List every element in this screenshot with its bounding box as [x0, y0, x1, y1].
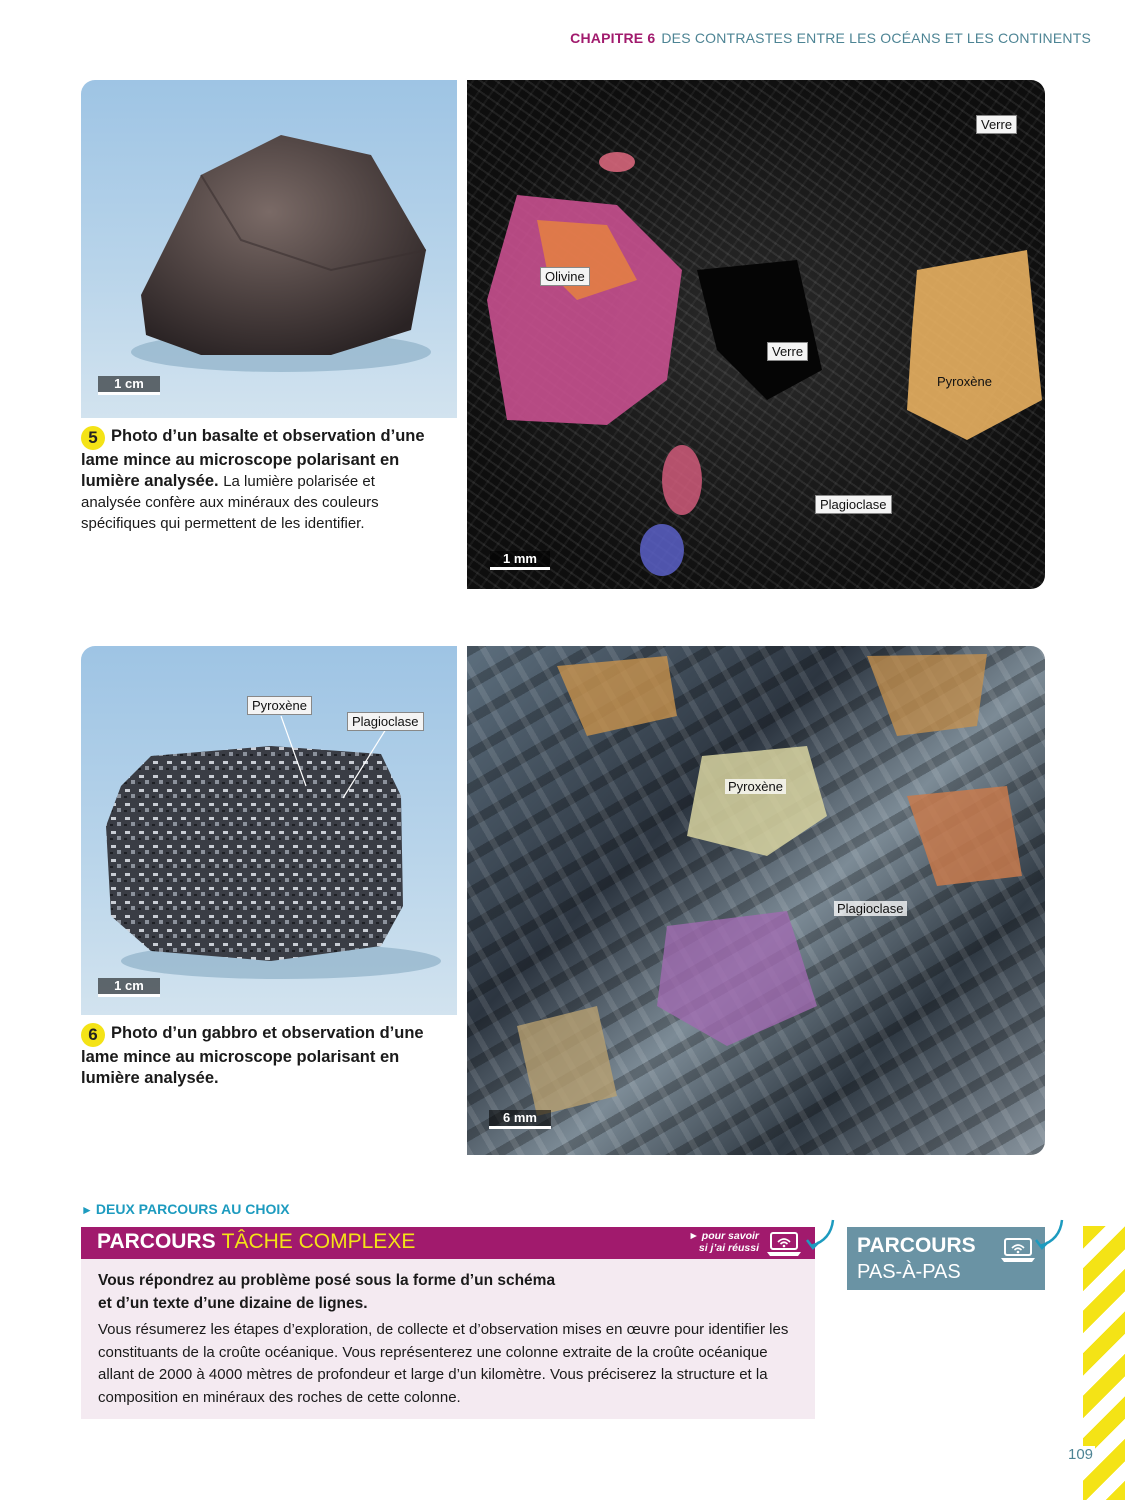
caption-doc6: [81, 1023, 431, 1089]
curved-arrow-icon: [1034, 1216, 1068, 1254]
doc-number-badge: 6: [81, 1023, 105, 1047]
caption-text: La lumière polarisée et analysée confère aux minéraux des couleurs spécifiques qui permettent de les identifier.: [81, 473, 379, 532]
thin-label-plagioclase: Plagioclase: [834, 901, 907, 916]
doc-number-badge: 5: [81, 426, 105, 450]
chapter-number: CHAPITRE 6: [570, 30, 656, 46]
label-verre-top: Verre: [976, 115, 1017, 134]
chapter-header: [570, 30, 1091, 46]
task-lead: [98, 1269, 799, 1315]
success-link[interactable]: [689, 1230, 760, 1254]
basalt-rock-illustration: [81, 80, 457, 418]
choice-heading: [81, 1201, 290, 1217]
task-lead-line2: et d’un texte d’une dizaine de lignes.: [98, 1295, 368, 1312]
thin-label-pyroxene: Pyroxène: [725, 779, 786, 794]
basalt-crystals: [467, 80, 1045, 589]
gabbro-thin-section: [467, 646, 1045, 1155]
gabbro-photo: [81, 646, 457, 1015]
triangle-arrow-icon: ►: [81, 1203, 93, 1217]
caption-title: Photo d’un gabbro et observation d’une lame mince au microscope polarisant en lumière analysée.: [81, 1024, 424, 1087]
thin-section-scale-bar: 1 mm: [490, 551, 550, 570]
step-by-step-title-strong: PARCOURS: [857, 1234, 976, 1257]
label-pyroxene: Pyroxène: [937, 374, 992, 389]
success-link-line1: ► pour savoir: [688, 1230, 759, 1242]
gabbro-scale-bar: 1 cm: [98, 978, 160, 997]
chapter-title: DES CONTRASTES ENTRE LES OCÉANS ET LES CONTINENTS: [661, 30, 1091, 46]
choice-label: DEUX PARCOURS AU CHOIX: [95, 1201, 290, 1217]
caption-title: Photo d’un basalte et observation d’une lame mince au microscope polarisant en lumière analysée.: [81, 427, 425, 490]
complex-task-body: [81, 1259, 815, 1419]
complex-task-title-light: TÂCHE COMPLEXE: [221, 1230, 416, 1253]
page-number: 109: [1068, 1446, 1094, 1463]
basalt-photo: [81, 80, 457, 418]
success-link-line2: si j’ai réussi: [698, 1242, 759, 1254]
rock-label-pyroxene: Pyroxène: [247, 696, 312, 715]
caption-doc5: [81, 426, 431, 534]
complex-task-header[interactable]: [81, 1227, 815, 1259]
laptop-icon[interactable]: [999, 1236, 1037, 1264]
complex-task-title: [97, 1230, 415, 1254]
basalt-scale-bar: 1 cm: [98, 376, 160, 395]
basalt-thin-section: [467, 80, 1045, 589]
task-body-text: Vous résumerez les étapes d’exploration, de collecte et d’observation mises en œuvre pour identifier les constituants de la croûte océanique. Vous représenterez une colonne extraite de la croûte océanique allant de 2000 à 4000 mètres de profondeur et large d’un kilomètre. Vous préciserez la structure et la composition en minéraux des roches de cette colonne.: [98, 1321, 789, 1406]
label-verre-mid: Verre: [767, 342, 808, 361]
laptop-icon[interactable]: [765, 1230, 803, 1258]
label-olivine: Olivine: [540, 267, 590, 286]
gabbro-thin-scale-bar: 6 mm: [489, 1110, 551, 1129]
curved-arrow-icon: [805, 1216, 839, 1254]
label-plagioclase: Plagioclase: [815, 495, 892, 514]
complex-task-title-strong: PARCOURS: [97, 1230, 216, 1253]
gabbro-crystals: [467, 646, 1045, 1155]
step-by-step-title-light: PAS-À-PAS: [857, 1261, 961, 1283]
rock-label-plagioclase: Plagioclase: [347, 712, 424, 731]
step-by-step-box[interactable]: [847, 1227, 1045, 1290]
task-lead-line1: Vous répondrez au problème posé sous la forme d’un schéma: [98, 1272, 556, 1289]
